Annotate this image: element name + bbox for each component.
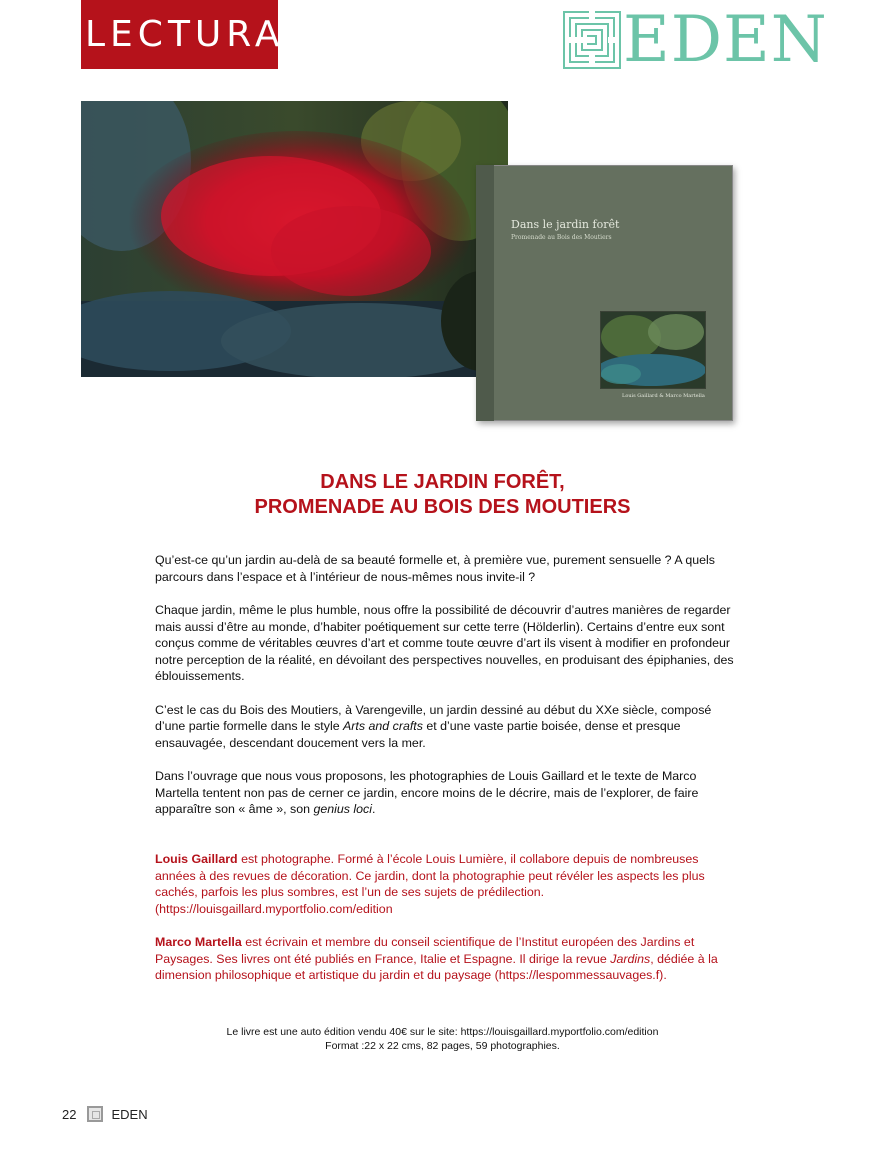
page-number: 22 xyxy=(62,1106,77,1122)
purchase-info xyxy=(0,1025,885,1053)
book-cover-photo xyxy=(600,311,706,389)
book-subtitle: Promenade au Bois des Moutiers xyxy=(511,234,612,241)
paragraph-4-text: Dans l’ouvrage que nous vous proposons, les photographies de Louis Gaillard et le texte de Marco Martella tentent non pas de cerner ce jardin, encore moins de le décrire, mais de l’explorer, de faire apparaître son « âme », son xyxy=(155,769,699,816)
headline-line-1: DANS LE JARDIN FORÊT, xyxy=(320,471,565,493)
maze-logo-icon xyxy=(563,11,621,69)
headline-line-2: PROMENADE AU BOIS DES MOUTIERS xyxy=(254,496,631,518)
format-line: Format :22 x 22 cms, 82 pages, 59 photographies. xyxy=(325,1040,560,1052)
article-body xyxy=(155,552,735,835)
paragraph-1: Qu’est-ce qu’un jardin au-delà de sa beauté formelle et, à première vue, purement sensuelle ? A quels parcours dans l’espace et à l’intérieur de nous-mêmes nous invite-il ? xyxy=(155,553,715,584)
eden-logo xyxy=(563,3,828,77)
bio-text-end: , dédiée à la dimension philosophique et artistique du jardin et du paysage (https://lespommessauvages.f). xyxy=(155,951,718,982)
paragraph-3-text: C’est le cas du Bois des Moutiers, à Varengeville, un jardin dessiné au début du XXe siècle, composé d’une partie formelle dans le style xyxy=(155,702,712,733)
purchase-line: Le livre est une auto édition vendu 40€ sur le site: https://louisgaillard.myportfolio.com/edition xyxy=(226,1026,659,1038)
book-authors: Louis Gaillard & Marco Martella xyxy=(622,393,705,399)
section-label: LECTURA xyxy=(81,0,278,69)
bio-text: est photographe. Formé à l’école Louis Lumière, il collabore depuis de nombreuses années à des revues de décoration. Ce jardin, dont la photographie peut révéler les aspects les plus cachés, parfois les plus sombres, est l’un de ses sujets de prédilection. (https://louisgaillard.myportfolio.com/edition xyxy=(155,852,705,916)
bio-writer xyxy=(155,934,740,984)
genius-loci-term: genius loci xyxy=(313,802,372,816)
book-title: Dans le jardin forêt xyxy=(511,218,620,231)
garden-photo xyxy=(81,101,508,377)
paragraph-3-text-end: et d’une vaste partie boisée, dense et presque ensauvagée, descendant doucement vers la mer. xyxy=(155,719,681,750)
page-footer xyxy=(62,1106,148,1122)
paragraph-2: Chaque jardin, même le plus humble, nous offre la possibilité de découvrir d’autres manières de regarder mais aussi d’être au monde, d’habiter poétiquement sur cette terre (Hölderlin). Certains d’entre eux sont conçus comme de véritables œuvres d’art et comme toute œuvre d’art ils visent à modifier en profondeur notre perception de la réalité, en dévoilant des perspectives nouvelles, en produisant des épiphanies, des éblouissements. xyxy=(155,603,734,683)
footer-magazine-name: EDEN xyxy=(111,1106,148,1122)
logo-wordmark: EDEN xyxy=(623,3,828,77)
book-spine xyxy=(476,165,494,421)
bio-photographer xyxy=(155,851,740,917)
journal-name: Jardins xyxy=(610,951,651,966)
style-term: Arts and crafts xyxy=(343,719,423,733)
bio-name: Marco Martella xyxy=(155,935,242,949)
eden-small-logo-icon xyxy=(87,1106,103,1122)
book-cover xyxy=(476,165,733,421)
paragraph-4-text-end: . xyxy=(372,802,376,816)
paragraph-4 xyxy=(155,768,735,818)
paragraph-3 xyxy=(155,702,735,752)
author-bios xyxy=(155,851,740,1001)
bio-text: est écrivain et membre du conseil scientifique de l’Institut européen des Jardins et Paysages. Ses livres ont été publiés en France, Italie et Espagne. Il dirige la revue xyxy=(155,935,695,966)
article-headline xyxy=(0,470,885,520)
bio-name: Louis Gaillard xyxy=(155,852,238,866)
